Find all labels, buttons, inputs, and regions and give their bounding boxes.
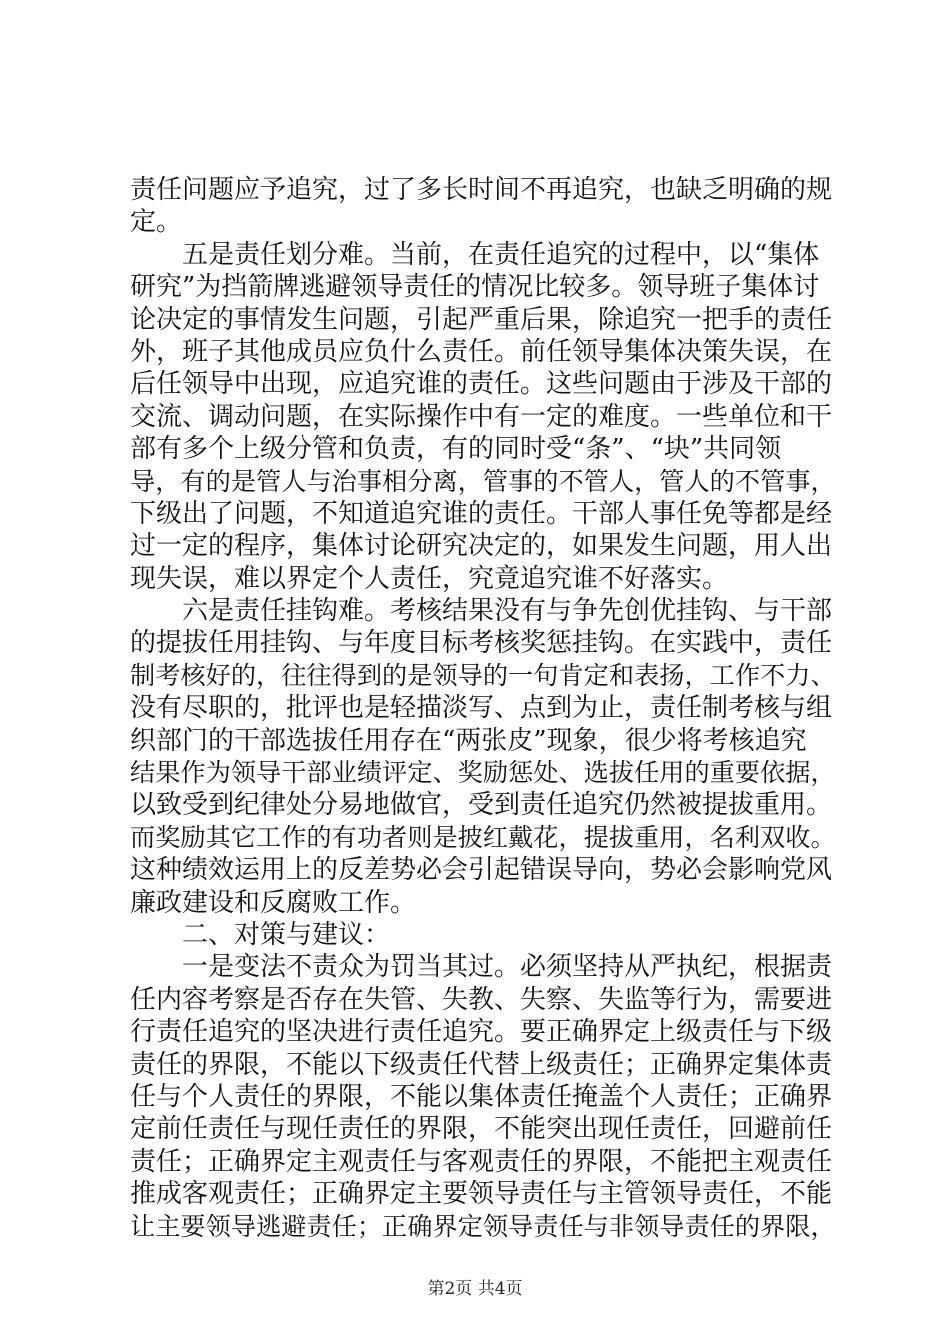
text-line: 导，有的是管人与治事相分离，管事的不管人，管人的不管事， bbox=[130, 466, 836, 496]
text-line: 过一定的程序，集体讨论研究决定的，如果发生问题，用人出 bbox=[130, 531, 833, 562]
document-body bbox=[130, 174, 836, 1243]
text-line: 让主要领导逃避责任；正确界定领导责任与非领导责任的界限， bbox=[130, 1211, 836, 1241]
text-line: 而奖励其它工作的有功者则是披红戴花，提拔重用，名利双收。 bbox=[130, 822, 836, 852]
text-line: 责任的界限，不能以下级责任代替上级责任；正确界定集体责 bbox=[130, 1049, 833, 1080]
text-line: 交流、调动问题，在实际操作中有一定的难度。一些单位和干 bbox=[130, 401, 833, 432]
text-line: 部有多个上级分管和负责，有的同时受“条”、“块”共同领 bbox=[130, 434, 782, 465]
text-line: 推成客观责任；正确界定主要领导责任与主管领导责任，不能 bbox=[130, 1179, 833, 1210]
text-line: 下级出了问题，不知道追究谁的责任。干部人事任免等都是经 bbox=[130, 498, 833, 529]
text-line: 五是责任划分难。当前，在责任追究的过程中，以“集体 bbox=[182, 239, 820, 270]
text-line: 没有尽职的，批评也是轻描淡写、点到为止，责任制考核与组 bbox=[130, 693, 833, 724]
text-line: 研究”为挡箭牌逃避领导责任的情况比较多。领导班子集体讨 bbox=[130, 272, 820, 303]
text-line: 六是责任挂钩难。考核结果没有与争先创优挂钩、与干部 bbox=[182, 596, 833, 627]
text-line: 任与个人责任的界限，不能以集体责任掩盖个人责任；正确界 bbox=[130, 1081, 833, 1112]
text-line: 这种绩效运用上的反差势必会引起错误导向，势必会影响党风 bbox=[130, 855, 833, 886]
text-line: 定前任责任与现任责任的界限，不能突出现任责任，回避前任 bbox=[130, 1114, 833, 1145]
text-line: 结果作为领导干部业绩评定、奖励惩处、选拔任用的重要依据， bbox=[130, 758, 836, 788]
text-line: 责任问题应予追究，过了多长时间不再追究，也缺乏明确的规 bbox=[130, 175, 833, 205]
text-line: 以致受到纪律处分易地做官，受到责任追究仍然被提拔重用。 bbox=[130, 790, 833, 821]
page-footer: 第2页 共4页 bbox=[427, 1279, 523, 1299]
text-line: 任内容考察是否存在失管、失教、失察、失监等行为，需要进 bbox=[130, 984, 833, 1015]
text-line: 责任；正确界定主观责任与客观责任的界限，不能把主观责任 bbox=[130, 1146, 833, 1177]
text-line: 后任领导中出现，应追究谁的责任。这些问题由于涉及干部的 bbox=[130, 369, 833, 400]
text-line: 织部门的干部选拔任用存在“两张皮”现象，很少将考核追究 bbox=[130, 725, 807, 756]
text-line: 论决定的事情发生问题，引起严重后果，除追究一把手的责任 bbox=[130, 304, 833, 335]
text-line: 定。 bbox=[130, 207, 183, 238]
text-line: 一是变法不责众为罚当其过。必须坚持从严执纪，根据责 bbox=[182, 952, 833, 983]
text-line: 二、对策与建议： bbox=[182, 919, 391, 950]
text-line: 制考核好的，往往得到的是领导的一句肯定和表扬，工作不力、 bbox=[130, 660, 836, 690]
text-line: 廉政建设和反腐败工作。 bbox=[130, 887, 417, 918]
text-line: 现失误，难以界定个人责任，究竟追究谁不好落实。 bbox=[130, 563, 729, 594]
text-line: 行责任追究的坚决进行责任追究。要正确界定上级责任与下级 bbox=[130, 1017, 833, 1048]
text-line: 外，班子其他成员应负什么责任。前任领导集体决策失误，在 bbox=[130, 336, 833, 367]
text-line: 的提拔任用挂钩、与年度目标考核奖惩挂钩。在实践中，责任 bbox=[130, 628, 833, 659]
